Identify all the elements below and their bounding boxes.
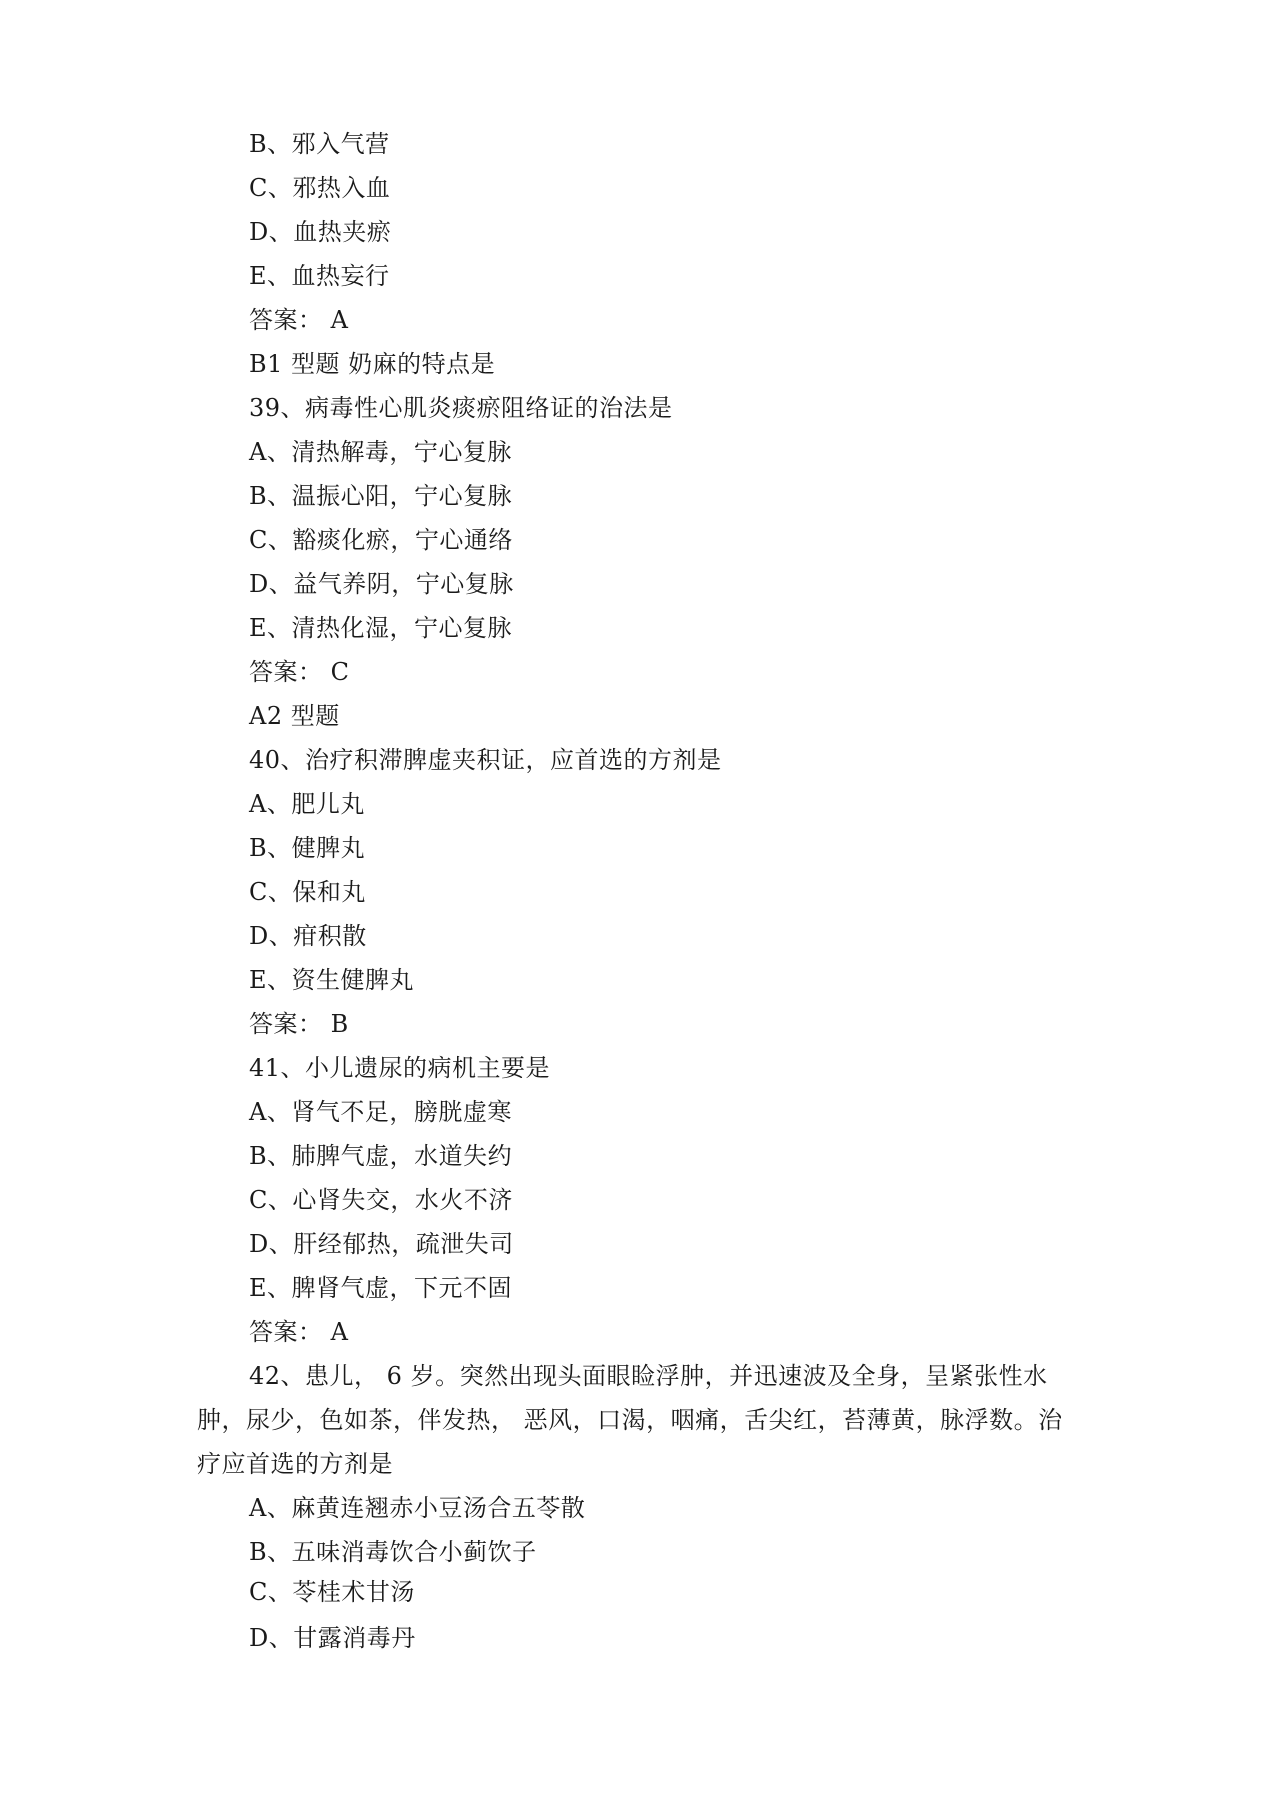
option-line: C、心肾失交，水火不济 — [249, 1186, 513, 1214]
option-line: D、疳积散 — [249, 922, 367, 950]
option-line: D、血热夹瘀 — [249, 218, 392, 246]
option-line: C、苓桂术甘汤 — [249, 1578, 415, 1606]
option-line: A、肥儿丸 — [249, 790, 365, 818]
answer-line: 答案： B — [249, 1010, 349, 1038]
answer-line: 答案： A — [249, 1318, 349, 1346]
option-line: B、五味消毒饮合小蓟饮子 — [249, 1538, 537, 1566]
question-line: 39、病毒性心肌炎痰瘀阻络证的治法是 — [249, 394, 673, 422]
question-line: 40、治疗积滞脾虚夹积证，应首选的方剂是 — [249, 746, 722, 774]
option-line: A、肾气不足，膀胱虚寒 — [249, 1098, 512, 1126]
option-line: C、豁痰化瘀，宁心通络 — [249, 526, 513, 554]
question-42-stem: 42、患儿， 6 岁。突然出现头面眼睑浮肿，并迅速波及全身，呈紧张性水肿，尿少，色如茶，伴发热， 恶风，口渴，咽痛，舌尖红，苔薄黄，脉浮数。治疗应首选的方剂是 — [197, 1362, 1063, 1478]
answer-line: 答案： C — [249, 658, 350, 686]
option-line: E、清热化湿，宁心复脉 — [249, 614, 513, 642]
question-type-line: B1 型题 奶麻的特点是 — [249, 350, 496, 378]
question-type-line: A2 型题 — [249, 702, 340, 730]
option-line: E、资生健脾丸 — [249, 966, 415, 994]
option-line: B、温振心阳，宁心复脉 — [249, 482, 513, 510]
option-line: C、邪热入血 — [249, 174, 391, 202]
option-line: E、脾肾气虚，下元不固 — [249, 1274, 513, 1302]
question-line: 41、小儿遗尿的病机主要是 — [249, 1054, 551, 1082]
option-line: D、肝经郁热，疏泄失司 — [249, 1230, 514, 1258]
option-line: C、保和丸 — [249, 878, 366, 906]
option-line: A、麻黄连翘赤小豆汤合五苓散 — [249, 1494, 586, 1522]
option-line: A、清热解毒，宁心复脉 — [249, 438, 512, 466]
answer-line: 答案： A — [249, 306, 349, 334]
option-line: E、血热妄行 — [249, 262, 390, 290]
option-line: B、邪入气营 — [249, 130, 390, 158]
option-line: D、甘露消毒丹 — [249, 1624, 416, 1652]
option-line: D、益气养阴，宁心复脉 — [249, 570, 514, 598]
option-line: B、健脾丸 — [249, 834, 366, 862]
option-line: B、肺脾气虚，水道失约 — [249, 1142, 513, 1170]
